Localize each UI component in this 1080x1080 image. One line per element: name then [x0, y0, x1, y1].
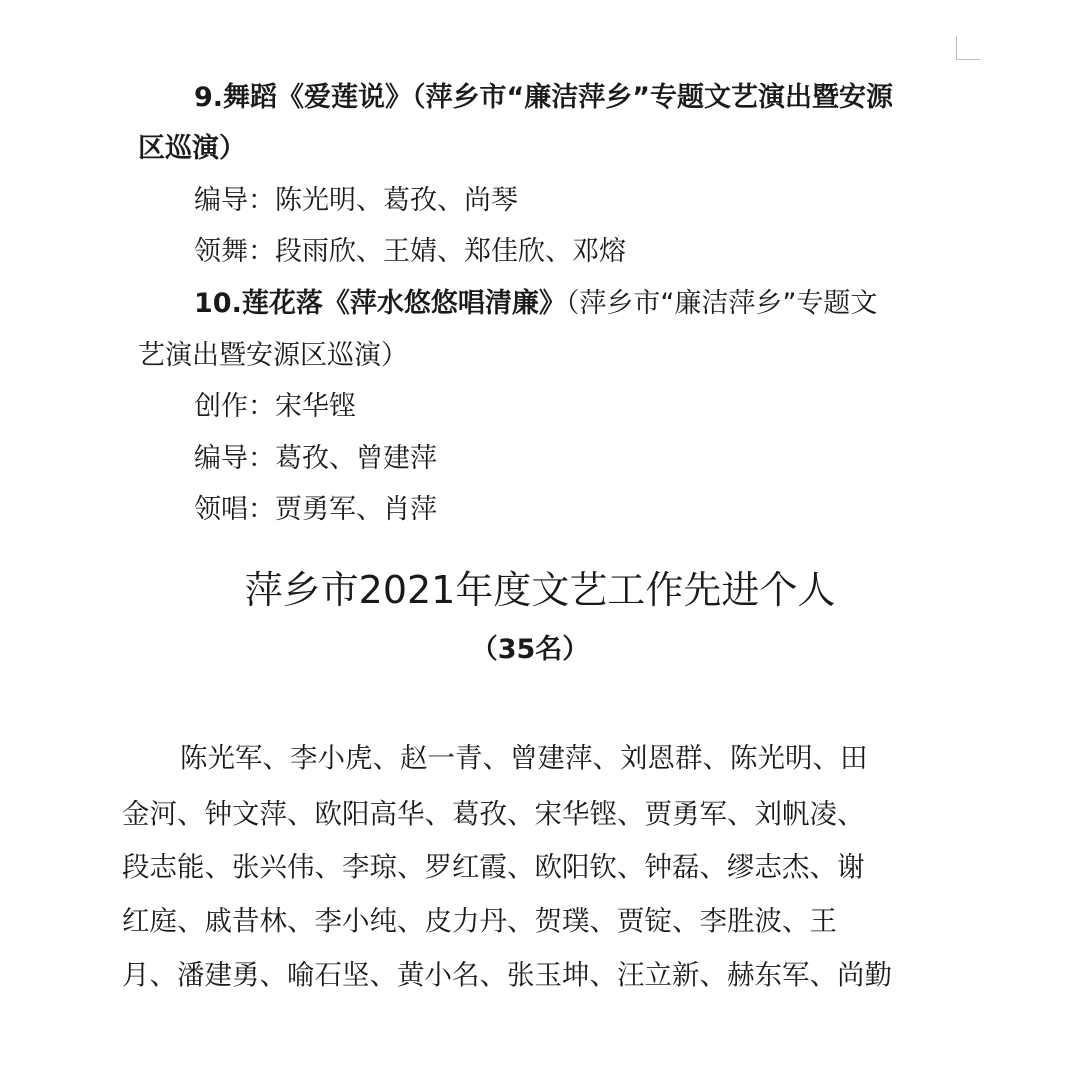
- names-line-3: 段志能、张兴伟、李琼、罗红霞、欧阳钦、钟磊、缪志杰、谢: [122, 851, 865, 883]
- item10-heading-line2: 艺演出暨安源区巡演）: [138, 340, 408, 371]
- item9-heading-line1: 9.舞蹈《爱莲说》（萍乡市“廉洁萍乡”专题文艺演出暨安源: [194, 82, 894, 113]
- item10-creator: 创作：宋华铿: [194, 391, 356, 422]
- awards-title: 萍乡市2021年度文艺工作先进个人: [244, 568, 836, 612]
- names-line-5: 月、潘建勇、喻石坚、黄小名、张玉坤、汪立新、赫东军、尚勤: [122, 959, 892, 991]
- item10-heading-bold: 10.莲花落《萍水悠悠唱清廉》: [194, 288, 566, 319]
- names-line-4: 红庭、戚昔林、李小纯、皮力丹、贺璞、贾锭、李胜波、王: [122, 905, 837, 937]
- names-line-2: 金河、钟文萍、欧阳高华、葛孜、宋华铿、贾勇军、刘帆凌、: [122, 798, 865, 830]
- page-corner-mark: [956, 36, 980, 60]
- item10-choreographer: 编导：葛孜、曾建萍: [194, 443, 437, 474]
- item9-lead-dancers: 领舞：段雨欣、王婧、郑佳欣、邓熔: [194, 236, 626, 267]
- names-line-1: 陈光军、李小虎、赵一青、曾建萍、刘恩群、陈光明、田: [180, 742, 868, 774]
- item9-choreographer: 编导：陈光明、葛孜、尚琴: [194, 185, 518, 216]
- item9-heading-line2: 区巡演）: [138, 133, 246, 164]
- item10-lead-singers: 领唱：贾勇军、肖萍: [194, 494, 437, 525]
- item10-heading-line1: [194, 286, 877, 322]
- awards-count: （35名）: [470, 634, 590, 665]
- item10-heading-rest: （萍乡市“廉洁萍乡”专题文: [565, 288, 878, 319]
